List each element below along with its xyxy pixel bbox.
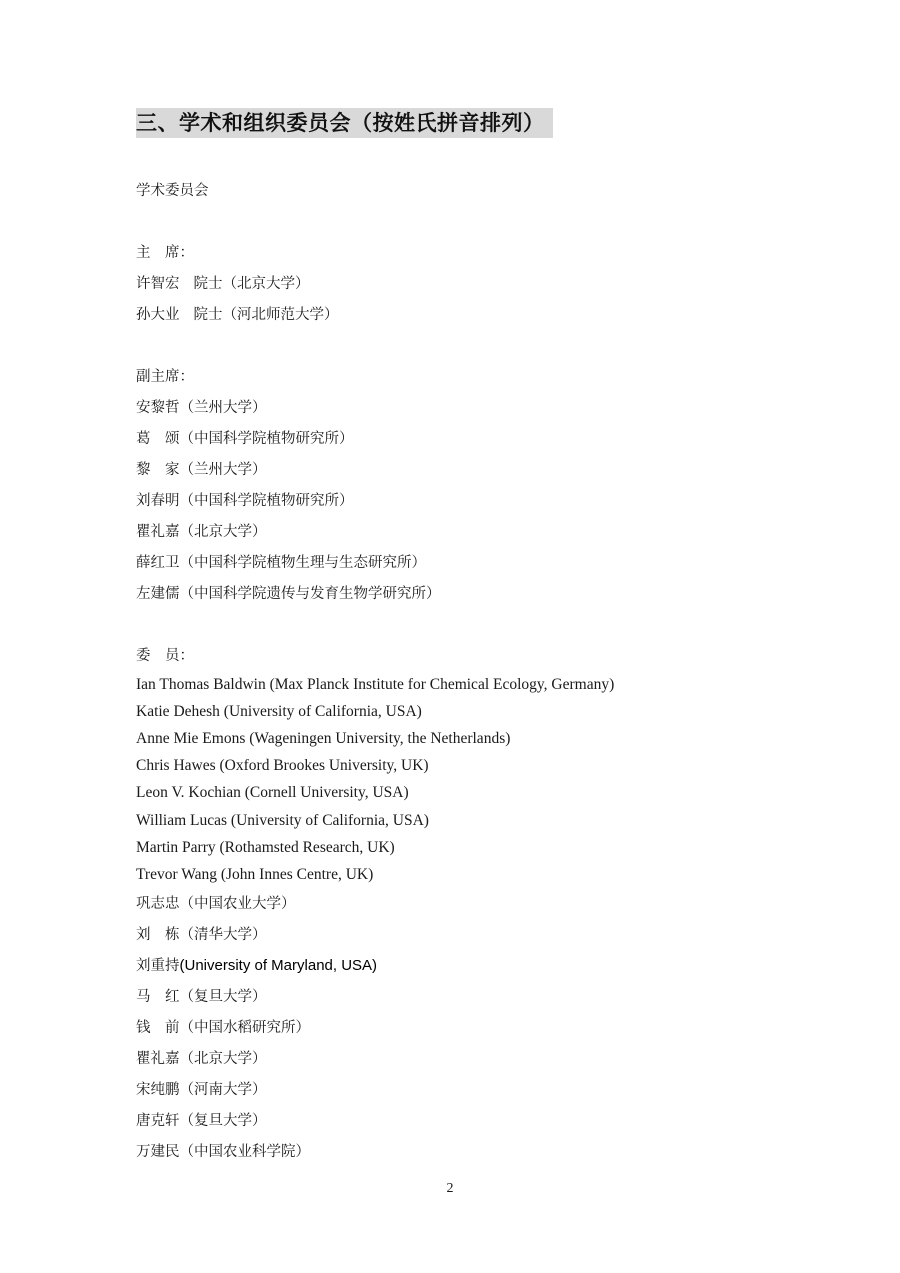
member-item: 宋纯鹏（河南大学）: [136, 1082, 267, 1098]
member-item: [136, 956, 377, 976]
chair-title: 院士: [193, 307, 223, 323]
vice-chair-item: 薛红卫（中国科学院植物生理与生态研究所）: [136, 555, 426, 571]
member-item-english: Martin Parry (Rothamsted Research, UK): [136, 839, 395, 856]
committee-title: 学术委员会: [136, 183, 209, 199]
vice-chair-item: 瞿礼嘉（北京大学）: [136, 524, 267, 540]
member-item: 万建民（中国农业科学院）: [136, 1144, 310, 1160]
member-item: 钱 前（中国水稻研究所）: [136, 1020, 310, 1036]
chair-name: 许智宏: [136, 276, 180, 292]
member-item-english: Katie Dehesh (University of California, USA): [136, 703, 422, 720]
member-item: 瞿礼嘉（北京大学）: [136, 1051, 267, 1067]
member-item: 唐克轩（复旦大学）: [136, 1113, 267, 1129]
chair-name: 孙大业: [136, 307, 180, 323]
member-name: 刘重持: [136, 958, 180, 974]
member-item-english: Ian Thomas Baldwin (Max Planck Institute for Chemical Ecology, Germany): [136, 676, 615, 693]
vice-chair-item: 葛 颂（中国科学院植物研究所）: [136, 431, 354, 447]
member-item-english: Trevor Wang (John Innes Centre, UK): [136, 866, 374, 883]
vice-chairs-label: 副主席：: [136, 369, 194, 385]
chair-title: 院士: [193, 276, 223, 292]
member-item-english: Chris Hawes (Oxford Brookes University, UK): [136, 757, 429, 774]
chairs-label: 主 席：: [136, 245, 194, 261]
chair-item: [136, 274, 310, 294]
chair-affiliation: （北京大学）: [222, 276, 310, 292]
vice-chair-item: 刘春明（中国科学院植物研究所）: [136, 493, 354, 509]
member-item: 马 红（复旦大学）: [136, 989, 267, 1005]
member-item: 巩志忠（中国农业大学）: [136, 896, 296, 912]
chair-affiliation: （河北师范大学）: [222, 307, 339, 323]
vice-chair-item: 左建儒（中国科学院遗传与发育生物学研究所）: [136, 586, 441, 602]
members-label: 委 员：: [136, 648, 194, 664]
vice-chair-item: 安黎哲（兰州大学）: [136, 400, 267, 416]
member-affiliation: (University of Maryland, USA): [179, 957, 378, 974]
vice-chair-item: 黎 家（兰州大学）: [136, 462, 267, 478]
member-item-english: Anne Mie Emons (Wageningen University, the Netherlands): [136, 730, 511, 747]
page-number: 2: [446, 1181, 454, 1196]
member-item: 刘 栋（清华大学）: [136, 927, 267, 943]
section-heading: 三、学术和组织委员会（按姓氏拼音排列）: [136, 108, 553, 138]
member-item-english: Leon V. Kochian (Cornell University, USA): [136, 784, 409, 801]
chair-item: [136, 305, 339, 325]
member-item-english: William Lucas (University of California, USA): [136, 812, 429, 829]
